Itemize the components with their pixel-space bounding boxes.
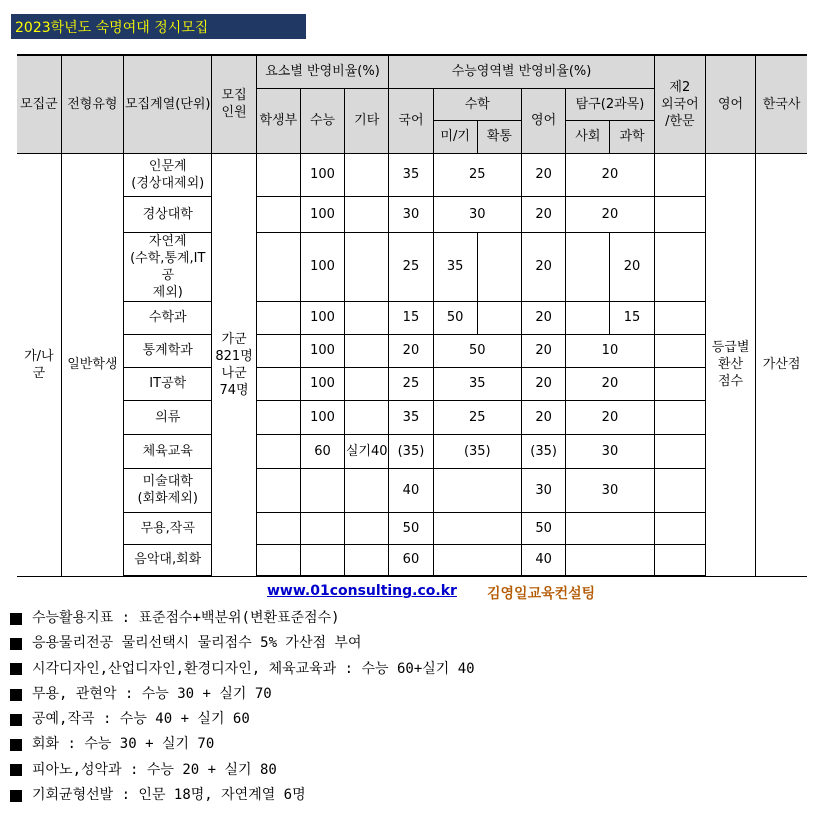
foreign-cell [654, 153, 705, 196]
foreign-cell [654, 196, 705, 232]
table-row [17, 400, 807, 434]
header-math: 수학 [433, 88, 521, 120]
note-item [10, 631, 475, 656]
header-hwaktong: 확통 [477, 120, 521, 153]
suneung-cell [300, 512, 344, 544]
header-hakseng: 학생부 [256, 88, 300, 153]
english-area-cell: 20 [522, 334, 566, 367]
square-bullet-icon [10, 663, 22, 675]
other-cell [345, 544, 389, 576]
square-bullet-icon [10, 613, 22, 625]
suneung-cell: 100 [300, 196, 344, 232]
science-cell: 20 [610, 232, 654, 301]
header-element-ratio: 요소별 반영비율(%) [256, 55, 389, 88]
square-bullet-icon [10, 790, 22, 802]
square-bullet-icon [10, 689, 22, 701]
math-cell: 25 [433, 400, 521, 434]
science-cell: 15 [610, 301, 654, 334]
website-link[interactable]: www.01consulting.co.kr [267, 583, 457, 599]
english-area-cell: 20 [522, 153, 566, 196]
other-cell [345, 468, 389, 512]
foreign-cell [654, 334, 705, 367]
tamgu-cell [566, 512, 654, 544]
note-item [10, 657, 475, 682]
english-area-cell: 20 [522, 232, 566, 301]
note-text: 시각디자인,산업디자인,환경디자인, 체육교육과 : 수능 60+실기 40 [32, 660, 475, 677]
unit-cell: 수학과 [124, 301, 212, 334]
unit-cell: 경상대학 [124, 196, 212, 232]
korean-cell: 25 [389, 232, 433, 301]
note-item [10, 783, 475, 808]
other-cell: 실기40 [345, 434, 389, 468]
math-cell: 35 [433, 367, 521, 400]
social-cell [566, 232, 610, 301]
math-cell [433, 544, 521, 576]
unit-cell: 통계학과 [124, 334, 212, 367]
unit-cell: 체육교육 [124, 434, 212, 468]
foreign-cell [654, 232, 705, 301]
foreign-cell [654, 512, 705, 544]
note-text: 무용, 관현악 : 수능 30 + 실기 70 [32, 685, 272, 702]
korean-cell: 50 [389, 512, 433, 544]
math-cell [433, 512, 521, 544]
header-english: 영어 [705, 55, 755, 153]
header-unit: 모집계열(단위) [124, 55, 212, 153]
math-cell: 30 [433, 196, 521, 232]
table-row [17, 196, 807, 232]
header-tamgu: 탐구(2과목) [566, 88, 654, 120]
tamgu-cell: 20 [566, 367, 654, 400]
english-area-cell: 20 [522, 400, 566, 434]
table-row [17, 468, 807, 512]
suneung-cell: 100 [300, 400, 344, 434]
header-korean: 국어 [389, 88, 433, 153]
migi-cell: 35 [433, 232, 477, 301]
tamgu-cell: 20 [566, 153, 654, 196]
math-cell: (35) [433, 434, 521, 468]
header-other: 기타 [345, 88, 389, 153]
suneung-cell: 100 [300, 232, 344, 301]
note-text: 피아노,성악과 : 수능 20 + 실기 80 [32, 761, 277, 778]
note-item [10, 732, 475, 757]
page-title: 2023학년도 숙명여대 정시모집 [15, 20, 209, 36]
math-cell [433, 468, 521, 512]
foreign-cell [654, 434, 705, 468]
english-area-cell: 20 [522, 367, 566, 400]
tamgu-cell: 30 [566, 468, 654, 512]
english-area-cell: 20 [522, 196, 566, 232]
english-area-cell: 20 [522, 301, 566, 334]
other-cell [345, 334, 389, 367]
square-bullet-icon [10, 764, 22, 776]
tamgu-cell: 30 [566, 434, 654, 468]
tamgu-cell: 10 [566, 334, 654, 367]
foreign-cell [654, 544, 705, 576]
table-row [17, 301, 807, 334]
hakseng-cell [256, 232, 300, 301]
suneung-cell: 100 [300, 301, 344, 334]
suneung-cell [300, 544, 344, 576]
hwaktong-cell [477, 232, 521, 301]
table-row [17, 434, 807, 468]
website-link-wrap [267, 583, 457, 599]
header-foreign: 제2 외국어 /한문 [654, 55, 705, 153]
korean-cell: 60 [389, 544, 433, 576]
notes-list [10, 606, 475, 808]
note-item [10, 682, 475, 707]
unit-cell: 무용,작곡 [124, 512, 212, 544]
table-row [17, 232, 807, 301]
group-cell: 가/나 군 [17, 153, 61, 576]
korean-cell: 15 [389, 301, 433, 334]
table-row [17, 544, 807, 576]
hakseng-cell [256, 544, 300, 576]
hakseng-cell [256, 301, 300, 334]
suneung-cell: 60 [300, 434, 344, 468]
other-cell [345, 196, 389, 232]
math-cell: 50 [433, 334, 521, 367]
foreign-cell [654, 400, 705, 434]
note-item [10, 707, 475, 732]
square-bullet-icon [10, 739, 22, 751]
korean-cell: 20 [389, 334, 433, 367]
tamgu-cell: 20 [566, 196, 654, 232]
other-cell [345, 301, 389, 334]
unit-cell: 음악대,회화 [124, 544, 212, 576]
suneung-cell: 100 [300, 334, 344, 367]
hakseng-cell [256, 512, 300, 544]
foreign-cell [654, 367, 705, 400]
suneung-cell [300, 468, 344, 512]
table-row [17, 153, 807, 196]
foreign-cell [654, 301, 705, 334]
note-text: 응용물리전공 물리선택시 물리점수 5% 가산점 부여 [32, 635, 362, 652]
note-text: 기회균형선발 : 인문 18명, 자연계열 6명 [32, 787, 306, 804]
korean-cell: 40 [389, 468, 433, 512]
english-area-cell: 30 [522, 468, 566, 512]
square-bullet-icon [10, 714, 22, 726]
header-group: 모집군 [17, 55, 61, 153]
table-row [17, 512, 807, 544]
header-science: 과학 [610, 120, 654, 153]
note-item [10, 606, 475, 631]
company-name: 김영일교육컨설팅 [487, 586, 596, 602]
unit-cell: IT공학 [124, 367, 212, 400]
other-cell [345, 153, 389, 196]
hakseng-cell [256, 468, 300, 512]
header-migi: 미/기 [433, 120, 477, 153]
english-area-cell: (35) [522, 434, 566, 468]
note-text: 회화 : 수능 30 + 실기 70 [32, 736, 215, 753]
note-text: 공예,작곡 : 수능 40 + 실기 60 [32, 711, 250, 728]
unit-cell: 미술대학 (회화제외) [124, 468, 212, 512]
korean-cell: (35) [389, 434, 433, 468]
suneung-cell: 100 [300, 367, 344, 400]
admission-table [17, 54, 807, 577]
korean-cell: 25 [389, 367, 433, 400]
hakseng-cell [256, 367, 300, 400]
quota-cell: 가군 821명 나군 74명 [212, 153, 256, 576]
hwaktong-cell [477, 301, 521, 334]
tamgu-cell [566, 544, 654, 576]
math-cell: 25 [433, 153, 521, 196]
unit-cell: 자연계 (수학,통계,IT공 제외) [124, 232, 212, 301]
suneung-cell: 100 [300, 153, 344, 196]
header-quota: 모집 인원 [212, 55, 256, 153]
table-row [17, 367, 807, 400]
unit-cell: 의류 [124, 400, 212, 434]
social-cell [566, 301, 610, 334]
korean-cell: 30 [389, 196, 433, 232]
english-area-cell: 40 [522, 544, 566, 576]
english-grade-cell: 등급별 환산 점수 [705, 153, 755, 576]
header-english-area: 영어 [522, 88, 566, 153]
english-area-cell: 50 [522, 512, 566, 544]
table-row [17, 334, 807, 367]
other-cell [345, 232, 389, 301]
tamgu-cell: 20 [566, 400, 654, 434]
square-bullet-icon [10, 638, 22, 650]
note-text: 수능활용지표 : 표준점수+백분위(변환표준점수) [32, 610, 340, 626]
header-social: 사회 [566, 120, 610, 153]
unit-cell: 인문계 (경상대제외) [124, 153, 212, 196]
header-area-ratio: 수능영역별 반영비율(%) [389, 55, 654, 88]
other-cell [345, 400, 389, 434]
hakseng-cell [256, 196, 300, 232]
header-suneung: 수능 [300, 88, 344, 153]
type-cell: 일반학생 [61, 153, 123, 576]
hakseng-cell [256, 153, 300, 196]
korean-cell: 35 [389, 153, 433, 196]
migi-cell: 50 [433, 301, 477, 334]
header-history: 한국사 [756, 55, 807, 153]
korean-cell: 35 [389, 400, 433, 434]
hakseng-cell [256, 334, 300, 367]
other-cell [345, 367, 389, 400]
foreign-cell [654, 468, 705, 512]
hakseng-cell [256, 400, 300, 434]
title-bar [11, 14, 306, 39]
header-type: 전형유형 [61, 55, 123, 153]
history-cell: 가산점 [756, 153, 807, 576]
note-item [10, 758, 475, 783]
other-cell [345, 512, 389, 544]
hakseng-cell [256, 434, 300, 468]
